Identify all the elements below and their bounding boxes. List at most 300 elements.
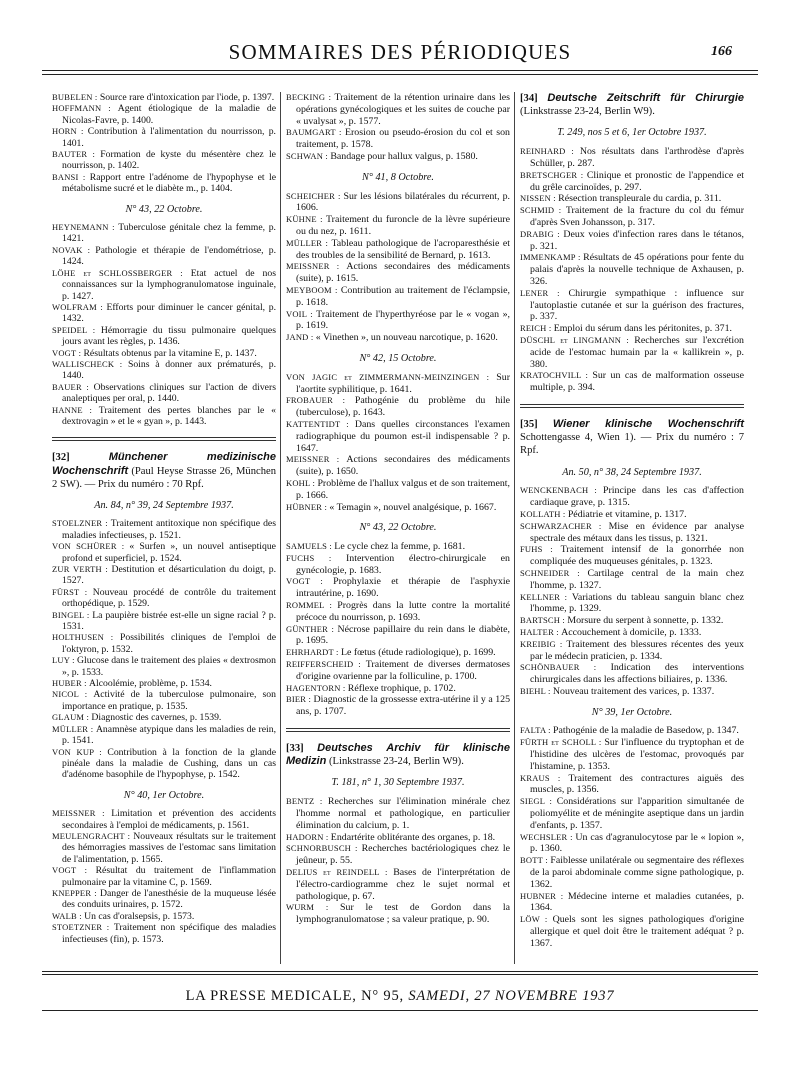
article-author: VON KUP : (52, 746, 108, 757)
article-author: BARTSCH : (520, 615, 568, 626)
journal-number: [33] (286, 743, 304, 755)
article-title: Dans quelles circonstances l'examen radiographique du poumon est-il indispensable ? p. 1647. (296, 418, 510, 454)
article-entry (520, 855, 744, 890)
article-entry (52, 244, 276, 268)
column-2 (286, 92, 510, 926)
article-entry (52, 541, 276, 564)
page-header (42, 40, 758, 74)
article-title: Endartérite oblitérante des organes, p. 18. (330, 831, 496, 843)
article-author: HOLTHUSEN : (52, 632, 121, 643)
article-author: SIEGL : (520, 796, 557, 807)
article-author: REIFFERSCHEID : (286, 659, 366, 670)
article-author: HÜBNER : (286, 501, 330, 512)
entry-list (520, 725, 744, 949)
article-entry (520, 228, 745, 253)
article-title: Traitement de la fracture du col du fémur d'après Sven Johansson, p. 317. (530, 205, 744, 228)
entry-list (52, 92, 276, 195)
entry-list (520, 485, 744, 697)
article-title: Contribution au traitement de l'éclampsie, p. 1618. (296, 284, 510, 308)
article-author: SCHWAN : (286, 150, 331, 161)
article-author: MEISSNER : (286, 454, 347, 465)
article-title: Indication des interventions chirurgicales dans les affections biliaires, p. 1336. (530, 662, 744, 686)
article-author: MEISSNER : (52, 808, 112, 819)
article-author: HUBNER : (520, 890, 568, 901)
article-author: HANNE : (52, 404, 99, 415)
article-author: KÜHNE : (286, 214, 326, 225)
article-entry (52, 222, 276, 245)
article-author: SCHNEIDER : (520, 567, 588, 578)
article-entry (52, 830, 276, 865)
article-entry (286, 214, 510, 238)
article-title: Destitution et désarticulation du doigt, p. 1527. (62, 564, 276, 587)
article-author: ROMMEL : (286, 600, 338, 611)
issue-heading: An. 84, n° 39, 24 Septembre 1937. (94, 499, 234, 511)
article-entry (52, 404, 276, 428)
footer-rule (42, 1010, 758, 1011)
article-entry (286, 190, 511, 215)
article-entry (520, 334, 744, 370)
article-title: Pathogénie du problème du hile (tuberculose), p. 1643. (296, 395, 510, 419)
article-author: MEYBOOM : (286, 284, 341, 295)
article-entry (52, 887, 276, 911)
article-entry (286, 902, 510, 926)
section-rule (520, 407, 744, 408)
article-author: WURM : (286, 902, 341, 913)
entry-list (286, 92, 510, 163)
section-rule (520, 404, 744, 405)
article-author: WOLFRAM : (52, 301, 107, 312)
article-title: Traitement non spécifique des maladies infectieuses (fin), p. 1573. (62, 922, 277, 945)
article-title: Efforts pour diminuer le cancer génital, p. 1432. (62, 301, 276, 325)
article-author: FÜRTH et SCHOLL : (520, 737, 605, 748)
section-rule (52, 440, 276, 441)
journal-heading (286, 742, 510, 768)
issue-heading: T. 181, n° 1, 30 Septembre 1937. (331, 777, 465, 789)
article-entry (520, 567, 744, 592)
article-author: SCHMID : (520, 205, 566, 216)
article-title: Traitement de diverses dermatoses d'origine ovarienne par la folliculine, p. 1700. (296, 659, 510, 682)
article-title: Le fœtus (étude radiologique), p. 1699. (340, 647, 496, 659)
footer-rule-thick (42, 974, 758, 975)
article-author: BIER : (286, 694, 314, 705)
article-author: STOETZNER : (52, 922, 114, 933)
article-entry (286, 284, 510, 309)
article-author: KREIBIG : (520, 638, 567, 649)
article-author: MÜLLER : (286, 237, 332, 248)
article-title: Mise en évidence par analyse spectrale des métaux dans les tissus, p. 1321. (530, 520, 744, 544)
article-author: WALB : (52, 910, 85, 921)
article-entry (286, 796, 510, 831)
article-title: Quels sont les signes pathologiques d'origine allergique et quel doit être le traitement adéquat ? p. 1367. (530, 914, 745, 949)
article-title: Nouveau procédé de contrôle du traitement orthopédique, p. 1529. (62, 586, 277, 610)
article-title: Nouveau traitement des varices, p. 1337. (552, 685, 715, 697)
section-rule (286, 731, 510, 732)
entry-list (286, 541, 510, 718)
journal-info: (Linkstrasse 23-24, Berlin W9). (329, 756, 464, 768)
article-title: Morsure du serpent à sonnette, p. 1332. (567, 615, 724, 627)
article-title: La paupière bistrée est-elle un signe racial ? p. 1531. (62, 609, 276, 633)
article-entry (52, 92, 276, 103)
article-title: Diagnostic des cavernes, p. 1539. (91, 712, 222, 724)
article-entry (52, 712, 276, 724)
article-entry (520, 146, 745, 170)
article-entry (52, 746, 276, 781)
article-title: Résultats obtenus par la vitamine E, p. 1437. (83, 347, 257, 359)
column-divider (280, 92, 281, 964)
article-author: BAUMGART : (286, 127, 345, 138)
article-title: Nécrose papillaire du rein dans le diabète, p. 1695. (296, 623, 510, 647)
article-author: BRETSCHGER : (520, 169, 587, 180)
article-title: Nouveaux résultats sur le traitement des hémorragies massives de l'estomac sans limitation de l'alimentation, p. 1565. (62, 830, 276, 865)
article-author: BAUER : (52, 381, 94, 392)
article-entry (520, 193, 744, 205)
header-rule-thin (42, 74, 758, 75)
article-entry (520, 252, 744, 287)
article-title: Recherches bactériologiques chez le jeûneur, p. 55. (296, 843, 510, 867)
article-title: Deux voies d'infection rares dans le tétanos, p. 321. (530, 228, 745, 252)
journal-heading (52, 451, 276, 491)
article-title: Limitation et prévention des accidents secondaires à l'emploi de médicaments, p. 1561. (62, 808, 276, 831)
article-author: FUHS : (520, 544, 561, 555)
article-title: Médecine interne et maladies cutanées, p. 1364. (530, 890, 744, 914)
article-title: Résultats de 45 opérations pour fente du palais d'après la nouvelle technique de Axhausen, p. 326. (530, 252, 744, 287)
article-title: Tuberculose génitale chez la femme, p. 1421. (62, 222, 276, 245)
article-title: Résection transpleurale du cardia, p. 311. (558, 193, 722, 205)
article-entry (520, 169, 744, 194)
issue-heading: An. 50, n° 38, 24 Septembre 1937. (562, 466, 702, 478)
article-entry (52, 149, 276, 172)
journal-number: [34] (520, 93, 538, 104)
article-author: FUCHS : (286, 552, 346, 563)
article-title: Possibilités cliniques de l'emploi de l'oktyron, p. 1532. (62, 632, 277, 655)
article-entry (286, 477, 510, 502)
journal-title: Deutsche Zeitschrift für Chirurgie (547, 92, 744, 104)
article-title: Recherches sur l'excrétion acide de l'estomac humain par la « kallikrein », p. 380. (530, 334, 744, 370)
article-entry (520, 370, 744, 394)
article-title: Actions secondaires des médicaments (suite), p. 1615. (296, 261, 510, 285)
article-author: EHRHARDT : (286, 647, 341, 658)
article-title: Résultat du traitement de l'inflammation pulmonaire par la vitamine C, p. 1569. (62, 865, 277, 888)
article-title: Erosion ou pseudo-érosion du col et son traitement, p. 1578. (296, 127, 510, 151)
issue-heading: N° 39, 1er Octobre. (591, 706, 673, 718)
issue-heading: N° 41, 8 Octobre. (362, 171, 434, 183)
article-entry (52, 632, 277, 655)
article-author: JAND : (286, 332, 316, 343)
entry-list (52, 222, 276, 427)
article-title: Contribution à la fonction de la glande pinéale dans la maladie de Cushing, dans un cas d'adénome basophile de l'hypophyse, p. 1542. (62, 746, 276, 781)
article-title: Formation de kyste du mésentère chez le nourrisson, p. 1402. (62, 149, 276, 172)
column-1 (52, 92, 276, 945)
article-author: VON SCHÜRER : (52, 541, 130, 552)
article-author: LENER : (520, 287, 569, 298)
article-title: Sur l'aortite syphilitique, p. 1641. (296, 371, 510, 395)
article-title: Problème de l'hallux valgus et de son traitement, p. 1666. (296, 477, 510, 501)
article-author: SCHNORBUSCH : (286, 843, 362, 854)
article-title: Traitement de la rétention urinaire dans les opérations gynécologiques et les suites de couche par « uvalysat », p. 1577. (296, 92, 510, 127)
article-entry (52, 678, 276, 690)
article-title: Pathogénie de la maladie de Basedow, p. 1347. (553, 725, 739, 737)
article-title: « Temagin », nouvel analgésique, p. 1667. (329, 501, 497, 513)
article-entry (52, 910, 276, 922)
article-author: DELIUS et REINDELL : (286, 867, 394, 878)
article-author: NICOL : (52, 689, 94, 700)
article-entry (520, 544, 744, 568)
journal-title: Deutsches Archiv für klinische Medizin (286, 742, 510, 768)
article-author: VON JAGIC et ZIMMERMANN-MEINZINGEN : (286, 371, 497, 382)
article-entry (52, 126, 276, 149)
article-title: « Vinethen », un nouveau narcotique, p. 1620. (315, 332, 498, 344)
article-title: Sur un cas de malformation osseuse multiple, p. 394. (530, 370, 744, 394)
entry-list (286, 372, 510, 514)
article-author: BIEHL : (520, 685, 553, 696)
article-entry (52, 922, 277, 945)
article-author: HEYNEMANN : (52, 222, 119, 233)
article-entry (52, 865, 277, 888)
article-title: Un cas d'oralsepsis, p. 1573. (84, 910, 195, 922)
entry-list (286, 796, 510, 926)
journal-info: (Linkstrasse 23-24, Berlin W9). (520, 106, 655, 118)
article-entry (520, 737, 745, 772)
article-entry (52, 808, 276, 831)
article-title: Pathologie et thérapie de l'endométriose, p. 1424. (62, 244, 276, 268)
article-entry (520, 796, 744, 831)
issue-heading: N° 40, 1er Octobre. (123, 789, 205, 801)
article-title: Bases de l'interprétation de l'électro-cardiogramme chez le sujet normal et pathologique, p. 67. (296, 867, 510, 902)
article-title: Traitement des contractures aiguës des muscles, p. 1356. (530, 772, 744, 796)
article-entry (520, 626, 744, 639)
article-author: MEISSNER : (286, 261, 347, 272)
article-title: Traitement intensif de la gonorrhée non compliquée des muqueuses génitales, p. 1323. (530, 544, 744, 568)
section-rule (286, 728, 510, 729)
article-author: FROBAUER : (286, 395, 355, 406)
article-author: LÖHE et SCHLOSSBERGER : (52, 267, 191, 278)
article-entry (52, 689, 276, 712)
column-3 (520, 92, 744, 950)
article-author: HOFFMANN : (52, 103, 118, 114)
article-entry (286, 332, 510, 344)
article-title: Accouchement à domicile, p. 1333. (561, 626, 702, 638)
section-rule (52, 437, 276, 438)
footer-date: SAMEDI, 27 NOVEMBRE 1937 (408, 988, 615, 1004)
article-entry (52, 358, 276, 382)
article-entry (52, 723, 277, 747)
article-title: Anamnèse atypique dans les maladies de rein, p. 1541. (62, 723, 277, 747)
article-title: Alcoolémie, problème, p. 1534. (89, 678, 212, 690)
article-entry (520, 205, 744, 229)
article-entry (286, 623, 510, 648)
article-author: WENCKENBACH : (520, 485, 603, 496)
article-title: Le cycle chez la femme, p. 1681. (334, 541, 466, 553)
article-author: SAMUELS : (286, 541, 335, 552)
article-author: WALLISCHECK : (52, 358, 128, 369)
article-author: GÜNTHER : (286, 623, 338, 634)
article-title: Traitement du furoncle de la lèvre supérieure ou du nez, p. 1611. (296, 214, 510, 237)
article-entry (52, 564, 276, 587)
article-author: BENTZ : (286, 796, 328, 807)
article-entry (520, 591, 745, 616)
article-entry (286, 418, 510, 454)
page-footer (42, 988, 758, 1005)
article-author: KRATOCHVILL : (520, 370, 593, 381)
article-entry (520, 520, 744, 545)
article-author: LUY : (52, 655, 78, 666)
article-title: « Surfen », un nouvel antiseptique profond et superficiel, p. 1524. (62, 541, 276, 564)
article-entry (52, 381, 276, 405)
article-author: FÜRST : (52, 586, 93, 597)
article-entry (286, 600, 510, 624)
column-divider (514, 92, 515, 964)
article-author: DÜSCHL et LINGMANN : (520, 334, 635, 345)
article-entry (520, 662, 744, 686)
journal-number: [32] (52, 452, 70, 464)
article-entry (286, 501, 510, 514)
article-entry (286, 694, 511, 718)
entry-list (52, 808, 276, 945)
article-entry (52, 609, 276, 633)
journal-info: Schottengasse 4, Wien 1). — Prix du numéro : 7 Rpf. (520, 432, 744, 457)
issue-heading: T. 249, nos 5 et 6, 1er Octobre 1937. (557, 127, 707, 139)
article-author: ZUR VERTH : (52, 564, 112, 575)
article-entry (286, 647, 510, 659)
article-entry (520, 287, 744, 323)
article-title: Bandage pour hallux valgus, p. 1580. (330, 150, 478, 162)
article-author: BOTT : (520, 855, 551, 866)
article-author: VOGT : (52, 865, 96, 876)
article-entry (52, 103, 276, 126)
article-entry (286, 261, 510, 285)
article-entry (286, 659, 510, 683)
article-entry (520, 323, 744, 335)
article-entry (52, 655, 276, 678)
article-entry (286, 150, 510, 163)
article-author: BECKING : (286, 92, 335, 102)
article-author: MEULENGRACHT : (52, 830, 134, 841)
article-title: Activité de la tuberculose pulmonaire, son importance en pratique, p. 1535. (62, 689, 276, 712)
journal-title: Wiener klinische Wochenschrift (552, 417, 744, 430)
article-entry (52, 171, 277, 195)
entry-list (52, 518, 276, 780)
article-entry (520, 914, 745, 949)
article-title: Traitement antitoxique non spécifique des maladies infectieuses, p. 1521. (62, 518, 276, 541)
article-author: SCHEICHER : (286, 190, 344, 201)
article-entry (520, 890, 744, 915)
article-entry (286, 371, 510, 396)
article-title: Réflexe trophique, p. 1702. (347, 682, 456, 694)
article-title: Agent étiologique de la maladie de Nicolas-Favre, p. 1400. (62, 103, 276, 126)
article-author: NOVAK : (52, 244, 96, 255)
article-title: Variations du tableau sanguin blanc chez l'homme, p. 1329. (530, 591, 745, 615)
article-title: Traitement de l'hyperthyréose par le « vogan », p. 1619. (296, 308, 511, 332)
article-author: KOLLATH : (520, 508, 568, 519)
journal-title: Münchener medizinische Wochenschrift (52, 451, 276, 477)
article-author: VOGT : (52, 347, 84, 358)
article-entry (52, 347, 276, 359)
article-title: Contribution à l'alimentation du nourrisson, p. 1401. (62, 126, 276, 149)
article-entry (286, 867, 510, 902)
article-author: BUBELEN : (52, 92, 100, 102)
article-entry (52, 518, 276, 541)
article-author: SPEIDEL : (52, 324, 101, 335)
article-entry (286, 541, 510, 553)
article-title: Intervention électro-chirurgicale en gynécologie, p. 1683. (296, 552, 510, 576)
article-entry (286, 454, 510, 478)
article-author: HAGENTORN : (286, 682, 348, 693)
article-entry (286, 237, 511, 262)
article-author: REINHARD : (520, 146, 580, 157)
article-author: DRABIG : (520, 228, 564, 239)
article-author: IMMENKAMP : (520, 252, 584, 263)
article-entry (286, 682, 510, 695)
article-title: Considérations sur l'apparition simultanée de poliomyélite et de méningite aseptique dans un jardin d'enfants, p. 1357. (530, 796, 744, 831)
article-entry (520, 725, 744, 737)
article-title: Actions secondaires des médicaments (suite), p. 1650. (296, 454, 510, 478)
article-entry (286, 831, 510, 844)
article-title: Emploi du sérum dans les péritonites, p. 371. (553, 323, 732, 335)
article-title: Source rare d'intoxication par l'iode, p. 1397. (99, 92, 275, 103)
issue-heading: N° 43, 22 Octobre. (359, 522, 437, 534)
article-title: Progrès dans la lutte contre la mortalité précoce du nourrisson, p. 1693. (296, 600, 510, 623)
article-entry (520, 772, 744, 797)
article-entry (520, 638, 744, 663)
article-author: WECHSLER : (520, 831, 576, 842)
article-entry (52, 267, 276, 302)
article-title: Sur le test de Gordon dans la lymphogranulomatose ; sa valeur pratique, p. 90. (296, 902, 510, 926)
footer-rule (42, 971, 758, 972)
article-author: KRAUS : (520, 772, 569, 783)
issue-heading: N° 43, 22 Octobre. (125, 203, 203, 215)
article-author: NISSEN : (520, 193, 559, 204)
article-author: REICH : (520, 323, 554, 334)
article-author: HADORN : (286, 831, 331, 842)
article-title: Nos résultats dans l'arthrodèse d'après Schüller, p. 287. (530, 146, 745, 169)
article-title: Chirurgie sympathique : influence sur l'autoplastie cutanée et sur la guérison des fractures, p. 337. (530, 287, 744, 323)
article-author: HALTER : (520, 626, 562, 637)
article-entry (286, 308, 511, 333)
article-author: MÜLLER : (52, 723, 96, 734)
article-title: Clinique et pronostic de l'appendice et du grêle carcinoïdes, p. 297. (530, 169, 744, 193)
article-title: Recherches sur l'élimination minérale chez l'homme normal et pathologique, en particulier élimination du calcium, p. 1. (296, 796, 510, 831)
article-author: BANSI : (52, 171, 90, 182)
article-title: Pédiatrie et vitamine, p. 1317. (567, 508, 687, 520)
article-title: Glucose dans le traitement des plaies « dextrosmon », p. 1533. (62, 655, 276, 678)
article-author: FALTA : (520, 725, 554, 736)
journal-heading (520, 92, 744, 118)
article-author: KNEPPER : (52, 887, 100, 898)
article-author: HUBER : (52, 678, 90, 689)
article-entry (520, 831, 744, 856)
article-title: Etat actuel de nos connaissances sur la lymphogranulomatose inguinale, p. 1427. (62, 267, 276, 302)
article-title: Soins à donner aux prématurés, p. 1440. (62, 358, 276, 382)
article-entry (52, 324, 276, 348)
article-author: LÖW : (520, 914, 553, 925)
article-entry (286, 92, 510, 127)
article-title: Hémorragie du tissu pulmonaire quelques jours avant les règles, p. 1436. (62, 324, 276, 348)
article-entry (52, 586, 277, 610)
article-entry (286, 843, 510, 867)
article-entry (520, 615, 744, 627)
page-title: SOMMAIRES DES PÉRIODIQUES (228, 40, 572, 64)
article-title: Diagnostic de la grossesse extra-utérine il y a 125 ans, p. 1707. (296, 694, 511, 718)
article-author: VOIL : (286, 308, 317, 319)
article-entry (286, 127, 510, 151)
article-entry (52, 301, 276, 325)
article-title: Observations cliniques sur l'action de divers analeptiques per oral, p. 1440. (62, 381, 276, 405)
article-entry (520, 485, 744, 509)
article-title: Faiblesse unilatérale ou segmentaire des réflexes de la paroi abdominale comme signe pathologique, p. 1362. (530, 855, 744, 890)
entry-list (520, 146, 744, 394)
header-rule (42, 70, 758, 71)
issue-heading: N° 42, 15 Octobre. (359, 352, 437, 364)
